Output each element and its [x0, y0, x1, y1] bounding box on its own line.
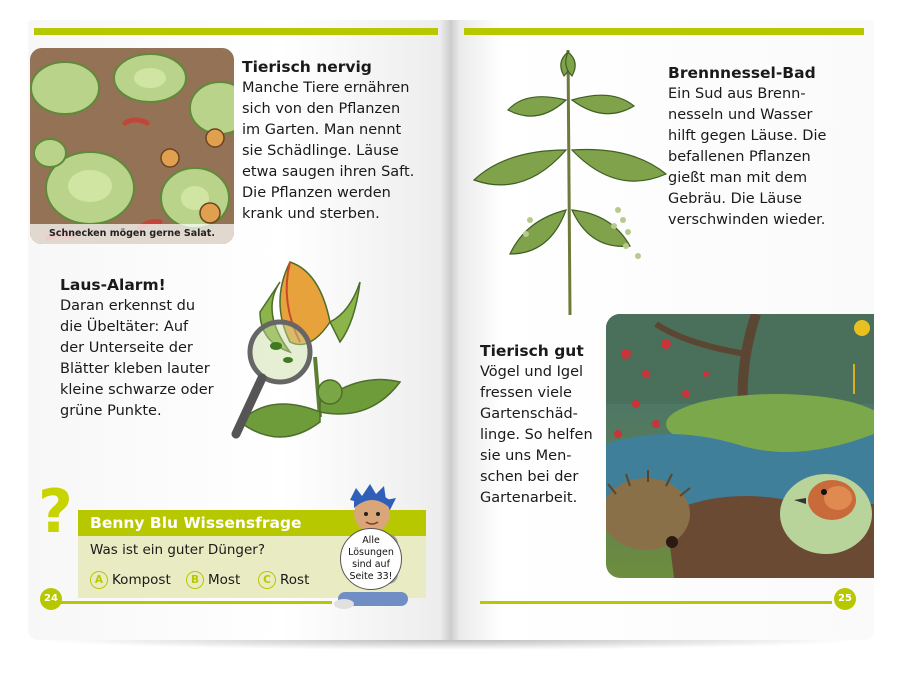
text-line: sie uns Men-: [480, 448, 572, 464]
quiz-option-b[interactable]: [186, 571, 240, 589]
top-accent-bar: [34, 28, 438, 35]
left-page: [28, 20, 450, 640]
hint-line: Seite 33!: [349, 571, 393, 582]
option-letter-c: C: [258, 571, 276, 589]
option-label: Rost: [280, 572, 310, 588]
garden-scene-image: [606, 314, 874, 578]
top-accent-bar: [464, 28, 864, 35]
text-line: Vögel und Igel: [480, 364, 584, 380]
text-line: Ein Sud aus Brenn-: [668, 86, 806, 102]
text-line: krank und sterben.: [242, 206, 380, 222]
book-gutter: [440, 20, 460, 640]
bottom-accent-line: [480, 601, 832, 604]
text-line: Gartenarbeit.: [480, 490, 578, 506]
section-title-tierisch-gut: Tierisch gut: [480, 342, 584, 360]
text-line: im Garten. Man nennt: [242, 122, 402, 138]
section-text-tierisch-gut: [480, 362, 610, 509]
section-title-laus-alarm: Laus-Alarm!: [60, 276, 166, 294]
hint-line: Alle: [362, 535, 380, 546]
garden-hedgehog-robin-illustration: [606, 314, 874, 578]
option-letter-a: A: [90, 571, 108, 589]
lettuce-snails-illustration: [30, 48, 234, 244]
text-line: verschwinden wieder.: [668, 212, 826, 228]
section-text-tierisch-nervig: [242, 78, 442, 225]
rosebud-magnifier-illustration: [220, 242, 420, 482]
quiz-option-a[interactable]: [90, 571, 171, 589]
hint-line: sind auf: [352, 559, 390, 570]
text-line: etwa saugen ihren Saft.: [242, 164, 415, 180]
text-line: die Übeltäter: Auf: [60, 319, 189, 335]
text-line: schen bei der: [480, 469, 579, 485]
text-line: sich von den Pflanzen: [242, 101, 401, 117]
quiz-title: Benny Blu Wissensfrage: [90, 514, 302, 532]
text-line: kleine schwarze oder: [60, 382, 214, 398]
page-number-right: 25: [834, 588, 856, 610]
text-line: sie Schädlinge. Läuse: [242, 143, 399, 159]
text-line: linge. So helfen: [480, 427, 593, 443]
solution-hint-bubble: [340, 528, 402, 590]
text-line: Die Pflanzen werden: [242, 185, 391, 201]
option-label: Kompost: [112, 572, 171, 588]
text-line: hilft gegen Läuse. Die: [668, 128, 827, 144]
text-line: Gebräu. Die Läuse: [668, 191, 802, 207]
quiz-question: Was ist ein guter Dünger?: [90, 542, 266, 558]
text-line: gießt man mit dem: [668, 170, 808, 186]
hint-line: Lösungen: [348, 547, 394, 558]
right-page: [450, 20, 874, 640]
text-line: Manche Tiere ernähren: [242, 80, 410, 96]
option-letter-b: B: [186, 571, 204, 589]
lettuce-snails-image: [30, 48, 234, 244]
section-title-brennnessel-bad: Brennnessel-Bad: [668, 64, 816, 82]
quiz-option-c[interactable]: [258, 571, 309, 589]
text-line: befallenen Pflanzen: [668, 149, 811, 165]
image-caption: Schnecken mögen gerne Salat.: [30, 224, 234, 244]
text-line: grüne Punkte.: [60, 403, 162, 419]
text-line: Gartenschäd-: [480, 406, 578, 422]
text-line: Daran erkennst du: [60, 298, 196, 314]
section-title-tierisch-nervig: Tierisch nervig: [242, 58, 372, 76]
question-mark-icon: ?: [38, 477, 73, 547]
option-label: Most: [208, 572, 241, 588]
text-line: nesseln und Wasser: [668, 107, 813, 123]
section-text-brennnessel-bad: [668, 84, 868, 231]
text-line: fressen viele: [480, 385, 572, 401]
page-number-left: 24: [40, 588, 62, 610]
bottom-accent-line: [50, 601, 332, 604]
nettle-plant-illustration: [468, 40, 668, 320]
text-line: Blätter kleben lauter: [60, 361, 210, 377]
text-line: der Unterseite der: [60, 340, 193, 356]
